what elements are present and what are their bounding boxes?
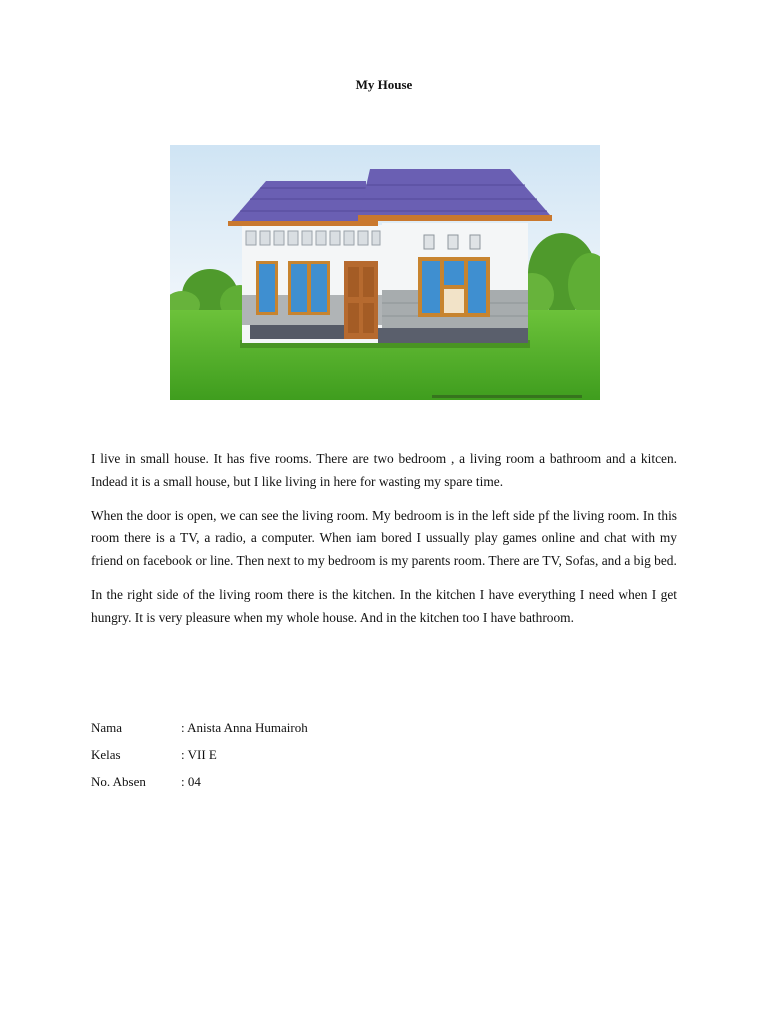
house-photo [170, 145, 600, 400]
document-title: My House [355, 77, 413, 92]
paragraph-2: When the door is open, we can see the living room. My bedroom is in the left side pf the living room. In this room there is a TV, a radio, a computer. When iam bored I ussually play games online and chat with my friend on facebook or line. Then next to my bedroom is my parents room. There are TV, Sofas, and a big bed. [91, 507, 677, 569]
info-row-absen [91, 772, 308, 799]
door [344, 261, 378, 339]
left-windows [256, 261, 330, 315]
body-text [91, 448, 677, 641]
student-info [91, 718, 308, 799]
paragraph-3: In the right side of the living room there is the kitchen. In the kitchen I have everything I need when I get hungry. It is very pleasure when my whole house. And in the kitchen too I have bathroom. [91, 586, 677, 625]
info-label: Nama [91, 720, 123, 735]
info-value: : VII E [181, 747, 217, 762]
paragraph-1: I live in small house. It has five rooms. There are two bedroom , a living room a bathroom and a kitcen. Indead it is a small house, but I like living in here for wasting my spare time. [91, 451, 677, 489]
info-value: : Anista Anna Humairoh [181, 720, 308, 735]
right-window [418, 257, 490, 317]
info-label: No. Absen [91, 774, 146, 789]
info-label: Kelas [91, 747, 121, 762]
info-value: : 04 [181, 774, 201, 789]
info-row-kelas [91, 745, 308, 772]
info-row-nama [91, 718, 308, 745]
